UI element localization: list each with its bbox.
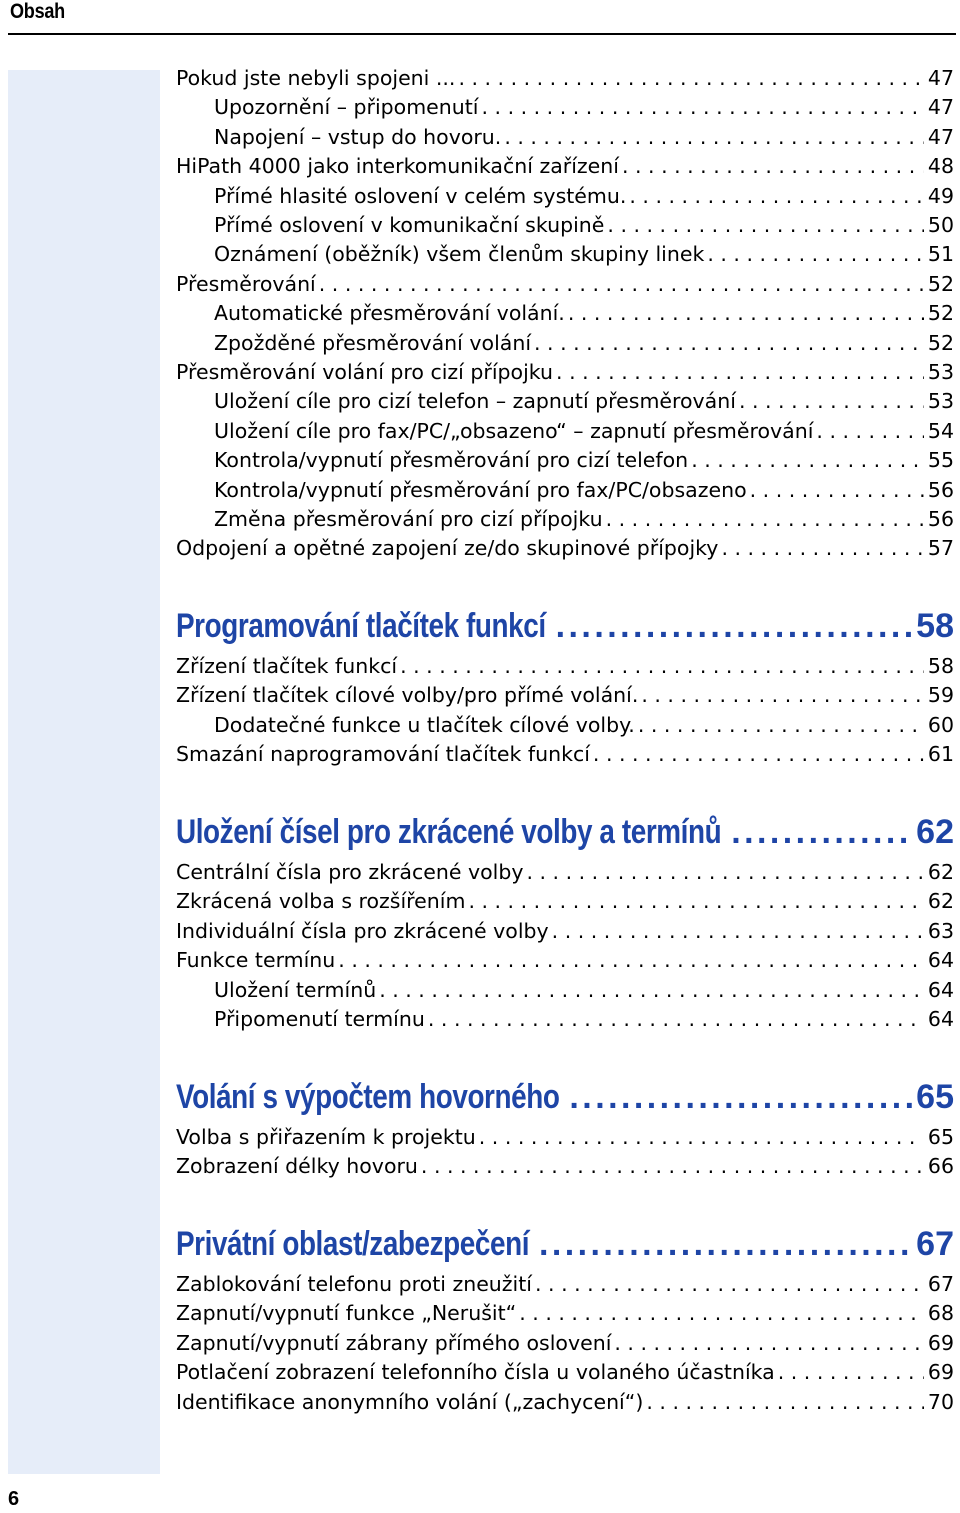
dot-leader bbox=[516, 1299, 924, 1327]
dot-leader bbox=[531, 329, 924, 357]
toc-entry[interactable] bbox=[176, 887, 954, 915]
toc-entry-page: 57 bbox=[927, 536, 954, 560]
toc-entry-title: Přímé oslovení v komunikační skupině bbox=[214, 213, 605, 237]
dot-leader bbox=[523, 858, 923, 886]
dot-leader bbox=[603, 505, 924, 533]
toc-entry-title: Kontrola/vypnutí přesměrování pro cizí telefon bbox=[214, 448, 689, 472]
toc-entry-page: 62 bbox=[927, 889, 954, 913]
toc-entry-title: Zřízení tlačítek funkcí bbox=[176, 654, 398, 678]
toc-entry[interactable] bbox=[176, 1329, 954, 1357]
toc-entry-title: Volba s přiřazením k projektu bbox=[176, 1125, 476, 1149]
toc-entry-title: Připomenutí termínu bbox=[214, 1007, 425, 1031]
toc-entry-title: Automatické přesměrování volání. bbox=[214, 301, 565, 325]
toc-entry[interactable] bbox=[176, 152, 954, 180]
toc-entry[interactable] bbox=[176, 946, 954, 974]
toc-entry-page: 64 bbox=[927, 978, 954, 1002]
toc-entry-page: 53 bbox=[927, 360, 954, 384]
dot-leader bbox=[736, 387, 924, 415]
toc-entry-page: 67 bbox=[927, 1272, 954, 1296]
header-rule bbox=[8, 33, 956, 35]
toc-entry-title: Uložení cíle pro cizí telefon – zapnutí přesměrování bbox=[214, 389, 736, 413]
toc-entry-page: 65 bbox=[927, 1125, 954, 1149]
dot-leader bbox=[775, 1358, 924, 1386]
toc-entry[interactable] bbox=[176, 1005, 954, 1033]
toc-entry-page: 51 bbox=[927, 242, 954, 266]
dot-leader bbox=[718, 534, 923, 562]
dot-leader bbox=[559, 1075, 914, 1119]
dot-leader bbox=[688, 446, 924, 474]
toc-entry-title: Individuální čísla pro zkrácené volby bbox=[176, 919, 549, 943]
toc-entry[interactable] bbox=[176, 740, 954, 768]
toc-entry[interactable] bbox=[176, 446, 954, 474]
toc-entry[interactable] bbox=[176, 387, 954, 415]
toc-entry-page: 47 bbox=[927, 66, 954, 90]
dot-leader bbox=[747, 476, 924, 504]
toc-entry[interactable] bbox=[176, 182, 954, 210]
chapter-heading[interactable] bbox=[176, 604, 954, 648]
toc-entry-title: Zapnutí/vypnutí funkce „Nerušit“ bbox=[176, 1301, 517, 1325]
toc-entry-page: 66 bbox=[927, 1154, 954, 1178]
toc-entry-page: 52 bbox=[927, 272, 954, 296]
toc-entry[interactable] bbox=[176, 1388, 954, 1416]
toc-entry-title: Centrální čísla pro zkrácené volby bbox=[176, 860, 524, 884]
dot-leader bbox=[546, 604, 915, 648]
toc-entry-title: Změna přesměrování pro cizí přípojku bbox=[214, 507, 603, 531]
chapter-page: 65 bbox=[916, 1078, 954, 1116]
chapter-page: 62 bbox=[916, 813, 954, 851]
dot-leader bbox=[813, 417, 924, 445]
toc-entry[interactable] bbox=[176, 358, 954, 386]
toc-entry-title: Zkrácená volba s rozšířením bbox=[176, 889, 466, 913]
toc-entry[interactable] bbox=[176, 652, 954, 680]
toc-entry[interactable] bbox=[176, 64, 954, 92]
toc-entry-page: 56 bbox=[927, 507, 954, 531]
toc-entry-title: Kontrola/vypnutí přesměrování pro fax/PC/obsazeno bbox=[214, 478, 747, 502]
toc-entry-title: Oznámení (oběžník) všem členům skupiny linek bbox=[214, 242, 705, 266]
chapter-title: Uložení čísel pro zkrácené volby a termínů bbox=[176, 813, 722, 851]
dot-leader bbox=[643, 1388, 924, 1416]
toc-entry-page: 68 bbox=[927, 1301, 954, 1325]
dot-leader bbox=[549, 917, 924, 945]
toc-entry-page: 64 bbox=[927, 1007, 954, 1031]
toc-entry-page: 55 bbox=[927, 448, 954, 472]
toc-entry[interactable] bbox=[176, 976, 954, 1004]
toc-entry-title: Zablokování telefonu proti zneužití bbox=[176, 1272, 532, 1296]
toc-entry-title: Přesměrování bbox=[176, 272, 316, 296]
toc-entry-page: 61 bbox=[927, 742, 954, 766]
chapter-title: Privátní oblast/zabezpečení bbox=[176, 1225, 530, 1263]
toc-entry[interactable] bbox=[176, 858, 954, 886]
toc-entry-title: Uložení cíle pro fax/PC/„obsazeno“ – zapnutí přesměrování bbox=[214, 419, 814, 443]
toc-entry-page: 49 bbox=[927, 184, 954, 208]
dot-leader bbox=[376, 976, 924, 1004]
dot-leader bbox=[418, 1152, 924, 1180]
toc-entry[interactable] bbox=[176, 240, 954, 268]
toc-entry-page: 54 bbox=[927, 419, 954, 443]
sidebar-band bbox=[8, 70, 160, 1474]
toc-entry-title: Přesměrování volání pro cizí přípojku bbox=[176, 360, 554, 384]
toc-entry-page: 52 bbox=[927, 331, 954, 355]
chapter-heading[interactable] bbox=[176, 1222, 954, 1266]
toc-entry-title: Dodatečné funkce u tlačítek cílové volby. bbox=[214, 713, 635, 737]
toc-entry-title: Potlačení zobrazení telefonního čísla u volaného účastníka bbox=[176, 1360, 775, 1384]
toc-entry[interactable] bbox=[176, 1152, 954, 1180]
toc-entry[interactable] bbox=[176, 1358, 954, 1386]
toc-entry-title: Smazání naprogramování tlačítek funkcí bbox=[176, 742, 590, 766]
toc-entry-page: 52 bbox=[927, 301, 954, 325]
toc-entry-page: 59 bbox=[927, 683, 954, 707]
toc-entry-title: Zapnutí/vypnutí zábrany přímého oslovení bbox=[176, 1331, 612, 1355]
toc-entry-page: 47 bbox=[927, 125, 954, 149]
toc-entry[interactable] bbox=[176, 505, 954, 533]
dot-leader bbox=[704, 240, 924, 268]
chapter-page: 67 bbox=[916, 1225, 954, 1263]
toc-entry-page: 69 bbox=[927, 1331, 954, 1355]
toc-entry[interactable] bbox=[176, 476, 954, 504]
dot-leader bbox=[465, 887, 923, 915]
chapter-title: Programování tlačítek funkcí bbox=[176, 607, 546, 645]
toc-entry-page: 47 bbox=[927, 95, 954, 119]
dot-leader bbox=[529, 1222, 914, 1266]
toc-entry-title: Pokud jste nebyli spojeni ... bbox=[176, 66, 456, 90]
toc-entry[interactable] bbox=[176, 123, 954, 151]
dot-leader bbox=[638, 681, 924, 709]
toc-entry[interactable] bbox=[176, 270, 954, 298]
dot-leader bbox=[604, 211, 924, 239]
dot-leader bbox=[626, 182, 924, 210]
toc-entry[interactable] bbox=[176, 711, 954, 739]
toc-entry-title: Odpojení a opětné zapojení ze/do skupinové přípojky bbox=[176, 536, 719, 560]
dot-leader bbox=[425, 1005, 924, 1033]
toc-entry[interactable] bbox=[176, 1299, 954, 1327]
toc-entry[interactable] bbox=[176, 1123, 954, 1151]
toc-entry-page: 62 bbox=[927, 860, 954, 884]
toc-entry[interactable] bbox=[176, 417, 954, 445]
toc-entry-title: Zobrazení délky hovoru bbox=[176, 1154, 418, 1178]
chapter-page: 58 bbox=[916, 607, 954, 645]
toc-entry-title: Uložení termínů bbox=[214, 978, 377, 1002]
page-number: 6 bbox=[8, 1488, 20, 1510]
toc-entry[interactable] bbox=[176, 681, 954, 709]
dot-leader bbox=[479, 93, 924, 121]
dot-leader bbox=[532, 1270, 924, 1298]
dot-leader bbox=[590, 740, 924, 768]
dot-leader bbox=[316, 270, 924, 298]
dot-leader bbox=[619, 152, 924, 180]
chapter-heading[interactable] bbox=[176, 1075, 954, 1119]
chapter-title: Volání s výpočtem hovorného bbox=[176, 1078, 560, 1116]
toc-entry[interactable] bbox=[176, 299, 954, 327]
toc-entry[interactable] bbox=[176, 93, 954, 121]
toc-entry-page: 58 bbox=[927, 654, 954, 678]
toc-entry[interactable] bbox=[176, 534, 954, 562]
dot-leader bbox=[721, 810, 914, 854]
dot-leader bbox=[455, 64, 923, 92]
toc-entry-title: Funkce termínu bbox=[176, 948, 336, 972]
header-title: Obsah bbox=[10, 0, 65, 23]
toc-entry-page: 63 bbox=[927, 919, 954, 943]
toc-entry[interactable] bbox=[176, 917, 954, 945]
toc-entry-page: 53 bbox=[927, 389, 954, 413]
toc-entry-title: HiPath 4000 jako interkomunikační zařízení bbox=[176, 154, 619, 178]
dot-leader bbox=[335, 946, 924, 974]
toc-entry-page: 70 bbox=[927, 1390, 954, 1414]
toc-entry-page: 64 bbox=[927, 948, 954, 972]
dot-leader bbox=[397, 652, 924, 680]
toc-entry-page: 50 bbox=[927, 213, 954, 237]
toc-entry-page: 56 bbox=[927, 478, 954, 502]
toc-entry-title: Přímé hlasité oslovení v celém systému. bbox=[214, 184, 627, 208]
toc-entry-title: Zřízení tlačítek cílové volby/pro přímé volání. bbox=[176, 683, 639, 707]
toc-entry[interactable] bbox=[176, 211, 954, 239]
dot-leader bbox=[635, 711, 924, 739]
toc-entry-title: Identifikace anonymního volání („zachycení“) bbox=[176, 1390, 644, 1414]
dot-leader bbox=[553, 358, 924, 386]
chapter-heading[interactable] bbox=[176, 810, 954, 854]
dot-leader bbox=[501, 123, 924, 151]
page-header bbox=[0, 0, 960, 34]
toc-entry[interactable] bbox=[176, 329, 954, 357]
toc-entry[interactable] bbox=[176, 1270, 954, 1298]
toc-entry-page: 48 bbox=[927, 154, 954, 178]
toc-entry-page: 69 bbox=[927, 1360, 954, 1384]
toc-entry-title: Upozornění – připomenutí bbox=[214, 95, 479, 119]
toc-entry-title: Napojení – vstup do hovoru. bbox=[214, 125, 502, 149]
dot-leader bbox=[611, 1329, 924, 1357]
toc-entry-page: 60 bbox=[927, 713, 954, 737]
dot-leader bbox=[565, 299, 924, 327]
toc-entry-title: Zpožděné přesměrování volání bbox=[214, 331, 532, 355]
dot-leader bbox=[476, 1123, 924, 1151]
